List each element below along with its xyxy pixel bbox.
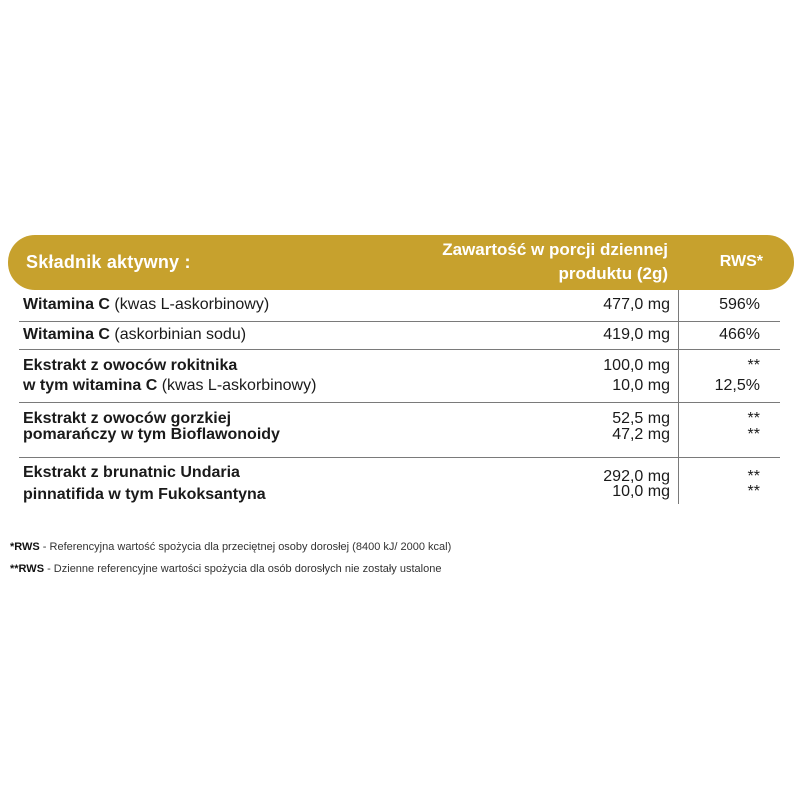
footnote-mark: *RWS xyxy=(10,541,40,553)
ingredient-name: Ekstrakt z owoców rokitnika xyxy=(23,357,238,374)
table-row xyxy=(19,322,780,350)
header-content-line2: produktu (2g) xyxy=(558,264,668,283)
ingredient-amount: 10,0 mg xyxy=(612,377,670,394)
footnote-rws-not-established xyxy=(10,558,451,580)
ingredient-amount: 292,0 mg xyxy=(603,468,670,485)
ingredient-amount: 10,0 mg xyxy=(612,483,670,500)
ingredient-amount: 477,0 mg xyxy=(603,296,670,313)
ingredient-name: w tym witamina C (kwas L-askorbinowy) xyxy=(23,377,317,394)
table-row xyxy=(19,290,780,322)
table-row xyxy=(19,458,780,508)
row-line xyxy=(19,375,780,397)
ingredient-name: Ekstrakt z brunatnic Undaria xyxy=(23,464,240,481)
ingredient-rws: 12,5% xyxy=(714,377,760,394)
footnote-text: - Dzienne referencyjne wartości spożycia dla osób dorosłych nie zostały ustalone xyxy=(44,563,442,575)
table-row xyxy=(19,403,780,458)
ingredient-amount: 100,0 mg xyxy=(603,357,670,374)
ingredient-amount: 52,5 mg xyxy=(612,410,670,427)
ingredient-rws: ** xyxy=(747,426,760,443)
footnotes xyxy=(10,536,451,580)
row-line xyxy=(19,324,780,346)
header-ingredient-label: Składnik aktywny : xyxy=(26,252,191,272)
ingredient-amount: 419,0 mg xyxy=(603,326,670,343)
ingredient-rws: 596% xyxy=(719,296,760,313)
ingredient-amount: 47,2 mg xyxy=(612,426,670,443)
ingredient-rws: ** xyxy=(747,483,760,500)
ingredient-rws: ** xyxy=(747,410,760,427)
header-rws-label: RWS* xyxy=(719,253,763,270)
row-line xyxy=(19,294,780,316)
table-row xyxy=(19,350,780,403)
ingredient-rws: 466% xyxy=(719,326,760,343)
footnote-text: - Referencyjna wartość spożycia dla przeciętnej osoby dorosłej (8400 kJ/ 2000 kcal) xyxy=(39,541,452,553)
footnote-mark: **RWS xyxy=(10,563,45,575)
ingredient-rws: ** xyxy=(747,468,760,485)
nutrition-table xyxy=(19,290,780,508)
table-header xyxy=(8,235,794,290)
row-line xyxy=(19,424,780,446)
row-line xyxy=(19,355,780,377)
footnote-rws xyxy=(10,536,451,558)
ingredient-name: pomarańczy w tym Bioflawonoidy xyxy=(23,426,280,443)
ingredient-name: Ekstrakt z owoców gorzkiej xyxy=(23,410,232,427)
ingredient-rws: ** xyxy=(747,357,760,374)
ingredient-name: Witamina C (askorbinian sodu) xyxy=(23,326,247,343)
header-content-line1: Zawartość w porcji dziennej xyxy=(442,240,668,259)
ingredient-name: pinnatifida w tym Fukoksantyna xyxy=(23,486,266,503)
row-line xyxy=(19,484,780,506)
header-content-label xyxy=(388,238,668,286)
ingredient-name: Witamina C (kwas L-askorbinowy) xyxy=(23,296,270,313)
